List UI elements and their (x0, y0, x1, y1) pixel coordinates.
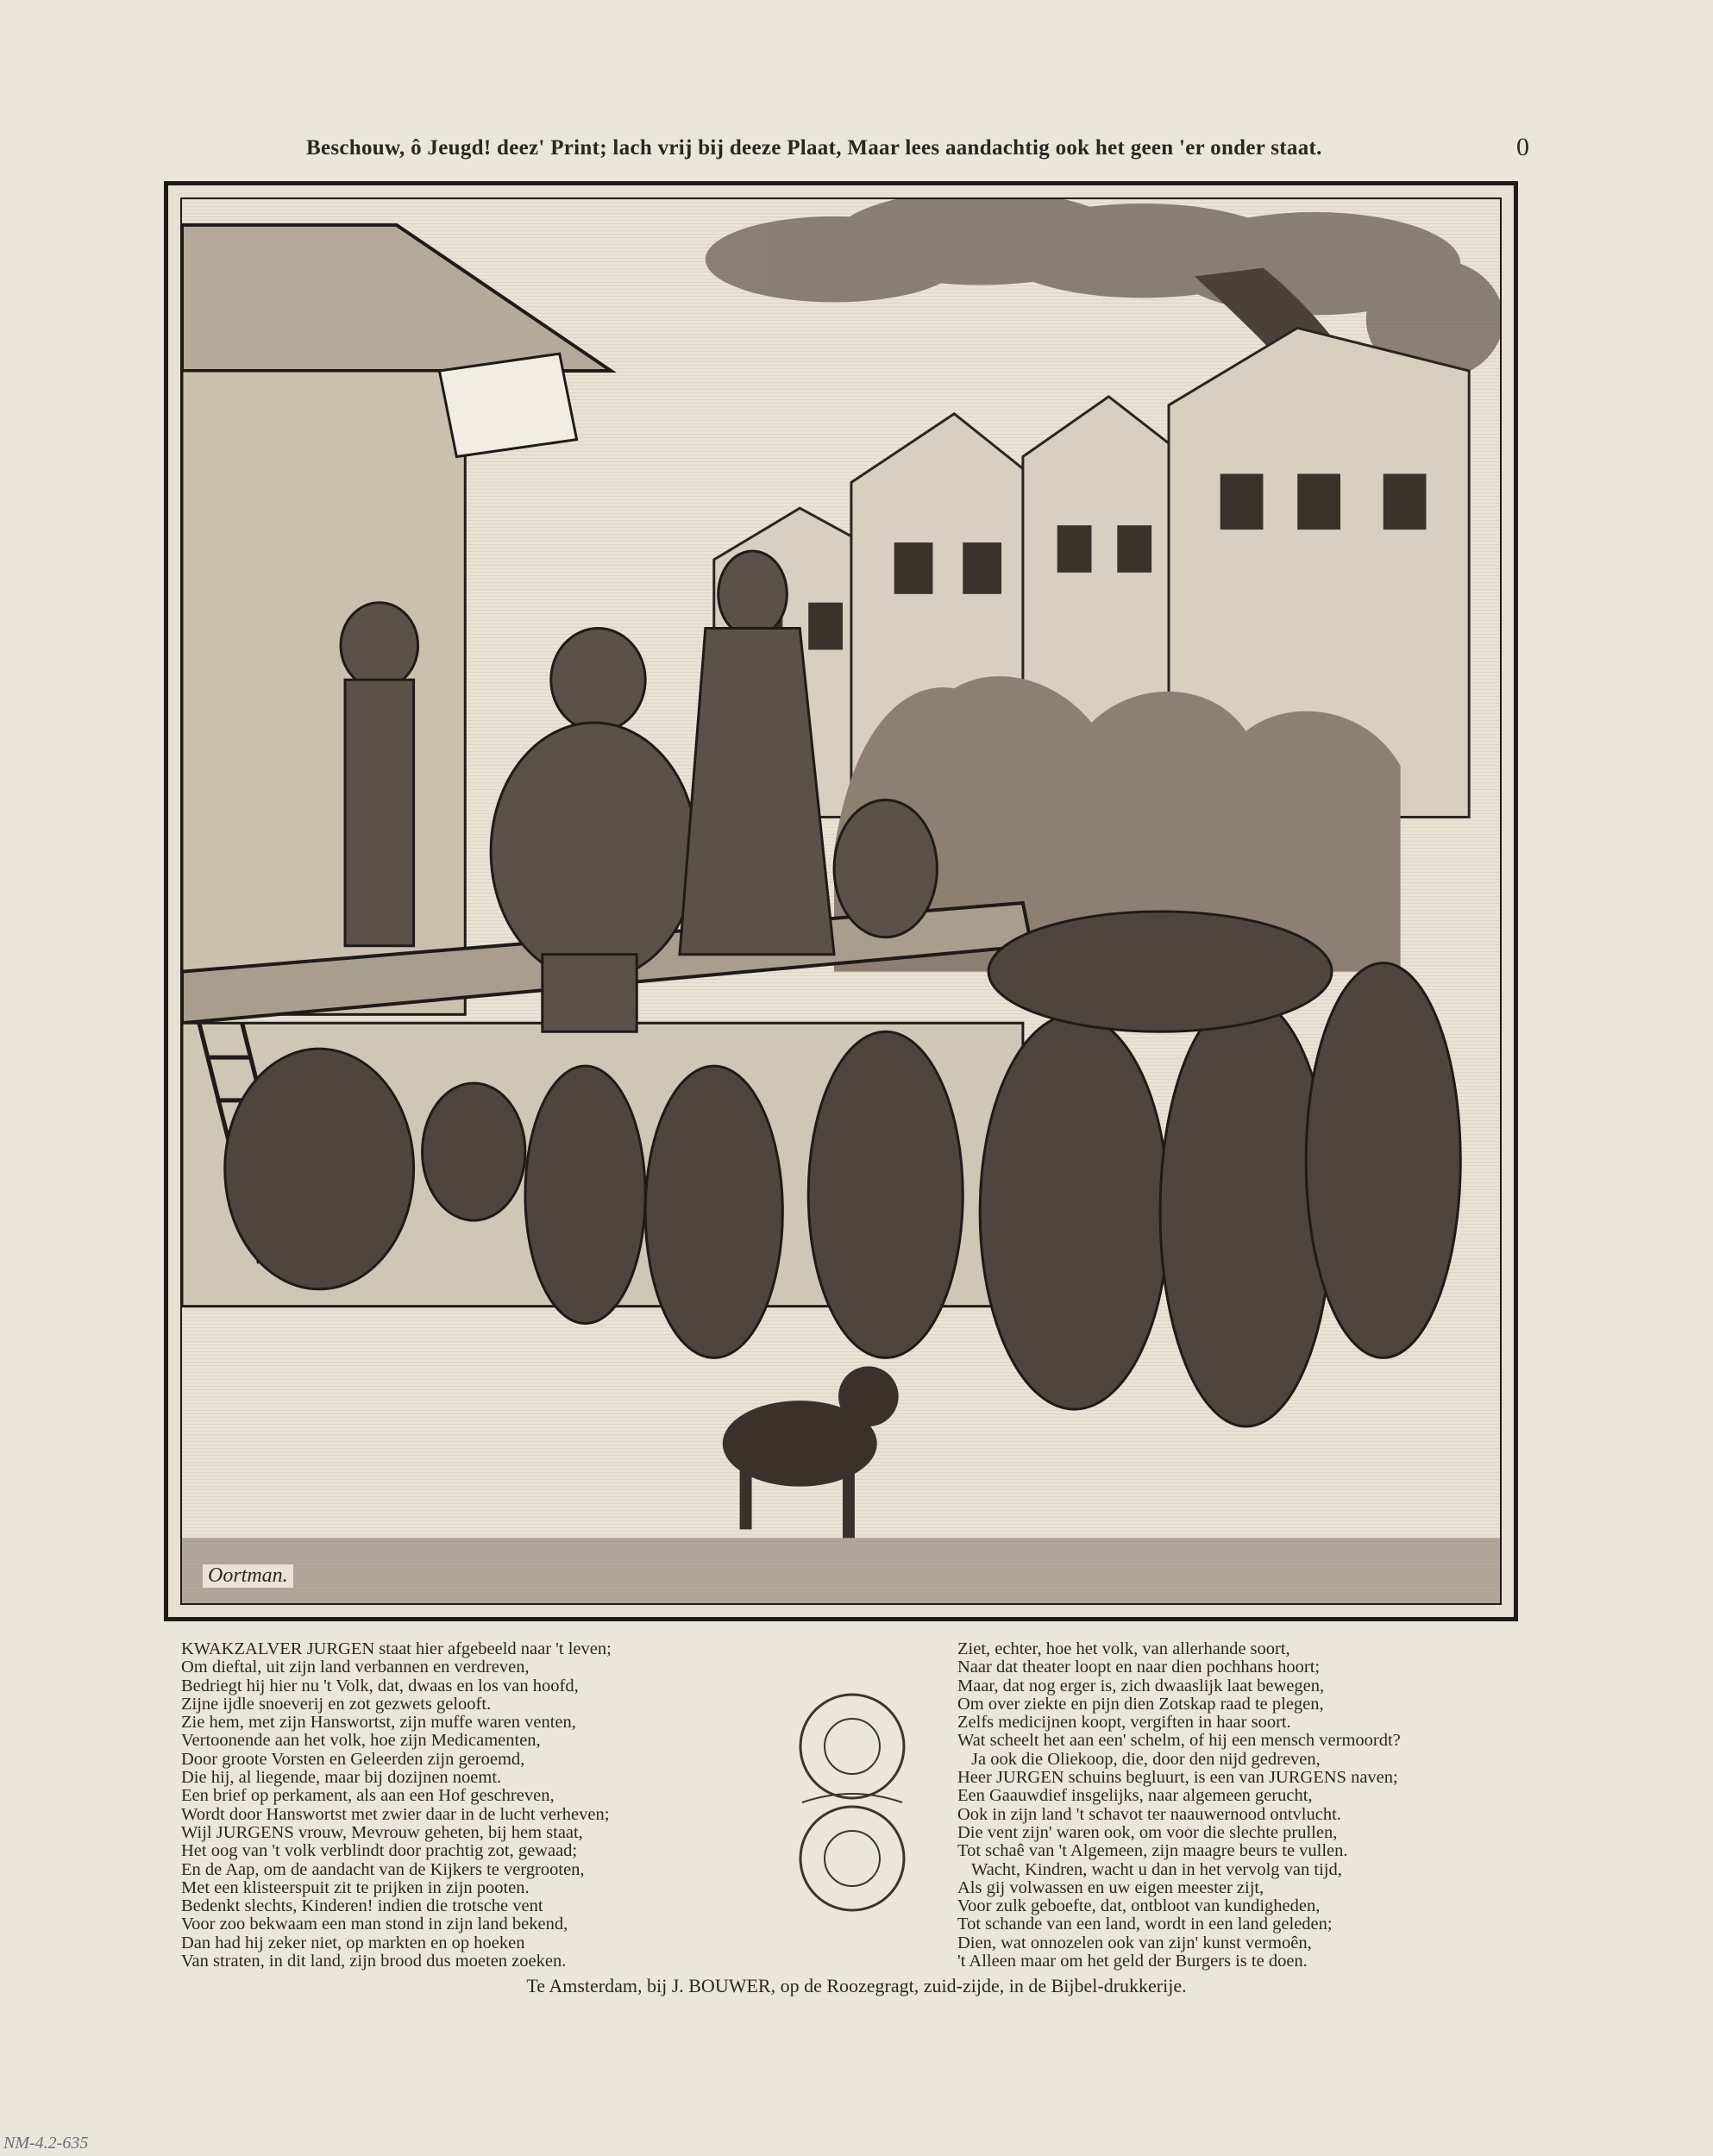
poem-line: KWAKZALVER JURGEN staat hier afgebeeld naar 't leven; (181, 1639, 612, 1658)
poem-line: Met een klisteerspuit zit te prijken in zijn pooten. (181, 1877, 530, 1897)
quack-scene-illustration (182, 199, 1500, 1603)
poem-line: Zelfs medicijnen koopt, vergiften in haar soort. (957, 1713, 1291, 1733)
poem-right-column (957, 1640, 1553, 1971)
poem-line: Wordt door Hanswortst met zwier daar in de lucht verheven; (181, 1804, 610, 1824)
stage-awning (182, 225, 611, 371)
poem-line: Tot schaê van 't Algemeen, zijn maagre beurs te vullen. (957, 1841, 1348, 1861)
poem-line: Dien, wat onnozelen ook van zijn' kunst vermoên, (957, 1933, 1312, 1952)
poem-line: Ja ook die Oliekoop, die, door den nijd gedreven, (971, 1749, 1321, 1769)
parchment-letter (439, 354, 576, 456)
poem-line: Bedenkt slechts, Kinderen! indien die trotsche vent (181, 1896, 543, 1916)
poem-line: Ziet, echter, hoe het volk, van allerhande soort, (957, 1639, 1290, 1658)
stage-booth (182, 371, 465, 1014)
poem-line: Een Gaauwdief insgelijks, naar algemeen gerucht, (957, 1786, 1313, 1806)
poem-line: 't Alleen maar om het geld der Burgers is te doen. (957, 1952, 1308, 1971)
poem-line: Om dieftal, uit zijn land verbannen en verdreven, (181, 1658, 530, 1677)
poem-line: Tot schande van een land, wordt in een land geleden; (957, 1915, 1333, 1934)
poem-line: Door groote Vorsten en Geleerden zijn geroemd, (181, 1749, 525, 1769)
poem-line: Van straten, in dit land, zijn brood dus moeten zoeken. (181, 1952, 567, 1971)
poem-line: Maar, dat nog erger is, zich dwaaslijk laat bewegen, (957, 1676, 1325, 1695)
woodcut-illustration (180, 197, 1502, 1605)
poem-line: Als gij volwassen en uw eigen meester zijt, (957, 1877, 1264, 1897)
poem-line: Heer JURGEN schuins begluurt, is een van JURGENS naven; (957, 1768, 1398, 1788)
poem-line: Vertoonende aan het volk, hoe zijn Medicamenten, (181, 1731, 541, 1751)
page-number: 0 (1516, 133, 1529, 161)
archive-inventory-mark: NM-4.2-635 (3, 2134, 89, 2153)
poem-line: Wijl JURGENS vrouw, Mevrouw geheten, bij hem staat, (181, 1822, 583, 1842)
artist-signature: Oortman. (203, 1564, 293, 1588)
header-motto: Beschouw, ô Jeugd! deez' Print; lach vrij bij deeze Plaat, Maar lees aandachtig ook het geen 'er onder staat. (306, 136, 1322, 160)
poem-line: Het oog van 't volk verblindt door prachtig zot, gewaad; (181, 1841, 578, 1861)
woodcut-print-frame (164, 181, 1518, 1621)
dog (723, 1366, 899, 1538)
poem-line: Een brief op perkament, als aan een Hof geschreven, (181, 1786, 555, 1806)
poem-line: Die hij, al liegende, maar bij dozijnen noemt. (181, 1768, 502, 1788)
publisher-imprint: Te Amsterdam, bij J. BOUWER, op de Roozegragt, zuid-zijde, in de Bijbel-drukkerije. (526, 1975, 1187, 1996)
poem-line: Om over ziekte en pijn dien Zotskap raad te plegen, (957, 1694, 1324, 1714)
ground (182, 1538, 1500, 1603)
stamp-seal-image (776, 1682, 927, 1923)
poem-line: Voor zoo bekwaam een man stond in zijn land bekend, (181, 1915, 568, 1934)
poem-line: En de Aap, om de aandacht van de Kijkers te vergrooten, (181, 1859, 585, 1879)
poem-line: Voor zulk geboefte, dat, ontbloot van kundigheden, (957, 1896, 1321, 1916)
poem-line: Naar dat theater loopt en naar dien pochhans hoort; (957, 1658, 1321, 1677)
poem-line: Wat scheelt het aan een' schelm, of hij een mensch vermoordt? (957, 1731, 1401, 1751)
poem-line: Zijne ijdle snoeverij en zot gezwets gelooft. (181, 1694, 492, 1714)
poem-line: Wacht, Kindren, wacht u dan in het vervolg van tijd, (971, 1859, 1342, 1879)
poem-line: Bedriegt hij hier nu 't Volk, dat, dwaas en los van hoofd, (181, 1676, 579, 1695)
poem-line: Dan had hij zeker niet, op markten en op hoeken (181, 1933, 525, 1952)
poem-line: Zie hem, met zijn Hanswortst, zijn muffe waren venten, (181, 1713, 576, 1733)
poem-left-column (181, 1640, 776, 1971)
poem-line: Die vent zijn' waren ook, om voor die slechte prullen, (957, 1822, 1338, 1842)
collection-stamp (776, 1682, 927, 1923)
page-header (0, 129, 1713, 181)
poem-line: Ook in zijn land 't schavot ter naauwernood ontvlucht. (957, 1804, 1341, 1824)
